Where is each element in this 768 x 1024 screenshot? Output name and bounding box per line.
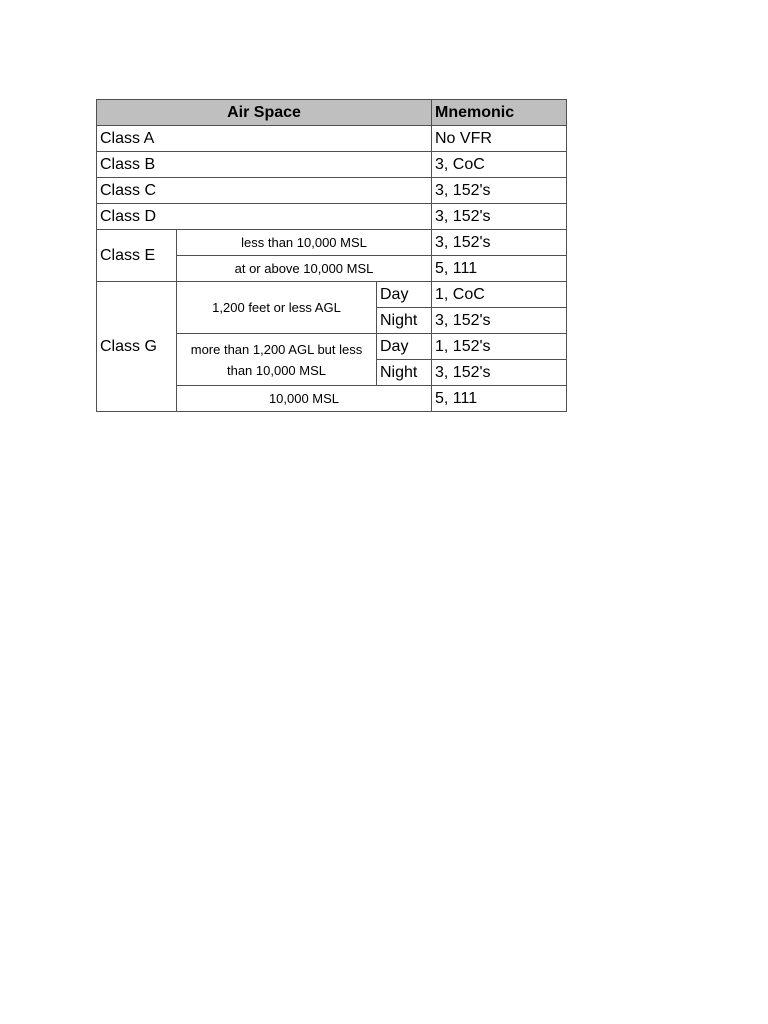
- class-g-mid-night-mnemonic: 3, 152's: [432, 360, 567, 386]
- class-g-low-night-mnemonic: 3, 152's: [432, 308, 567, 334]
- table-row-class-a: [97, 126, 567, 152]
- class-g-mid-night-label: Night: [377, 360, 432, 386]
- airspace-header: Air Space: [97, 100, 432, 126]
- class-g-condition-high: 10,000 MSL: [177, 386, 432, 412]
- airspace-mnemonic-table: [96, 99, 567, 412]
- class-e-condition-low: less than 10,000 MSL: [177, 230, 432, 256]
- class-c-label: Class C: [97, 178, 432, 204]
- vfr-weather-minimums-sheet: [96, 99, 567, 412]
- class-g-condition-low: 1,200 feet or less AGL: [177, 282, 377, 334]
- class-g-mid-day-label: Day: [377, 334, 432, 360]
- class-b-label: Class B: [97, 152, 432, 178]
- class-e-condition-high: at or above 10,000 MSL: [177, 256, 432, 282]
- class-a-mnemonic: No VFR: [432, 126, 567, 152]
- class-d-label: Class D: [97, 204, 432, 230]
- mnemonic-header: Mnemonic: [432, 100, 567, 126]
- table-row-class-c: [97, 178, 567, 204]
- class-e-label: Class E: [97, 230, 177, 282]
- table-row-class-e-low: [97, 230, 567, 256]
- class-g-low-day-mnemonic: 1, CoC: [432, 282, 567, 308]
- class-e-mnemonic-high: 5, 111: [432, 256, 567, 282]
- class-g-low-night-label: Night: [377, 308, 432, 334]
- class-g-high-mnemonic: 5, 111: [432, 386, 567, 412]
- table-row-class-d: [97, 204, 567, 230]
- class-g-mid-day-mnemonic: 1, 152's: [432, 334, 567, 360]
- class-g-low-day-label: Day: [377, 282, 432, 308]
- class-b-mnemonic: 3, CoC: [432, 152, 567, 178]
- class-a-label: Class A: [97, 126, 432, 152]
- table-row-class-g-low-day: [97, 282, 567, 308]
- table-row-class-b: [97, 152, 567, 178]
- class-e-mnemonic-low: 3, 152's: [432, 230, 567, 256]
- class-g-label: Class G: [97, 282, 177, 412]
- class-g-condition-mid: more than 1,200 AGL but less than 10,000 MSL: [177, 334, 377, 386]
- class-d-mnemonic: 3, 152's: [432, 204, 567, 230]
- header-row: [97, 100, 567, 126]
- class-c-mnemonic: 3, 152's: [432, 178, 567, 204]
